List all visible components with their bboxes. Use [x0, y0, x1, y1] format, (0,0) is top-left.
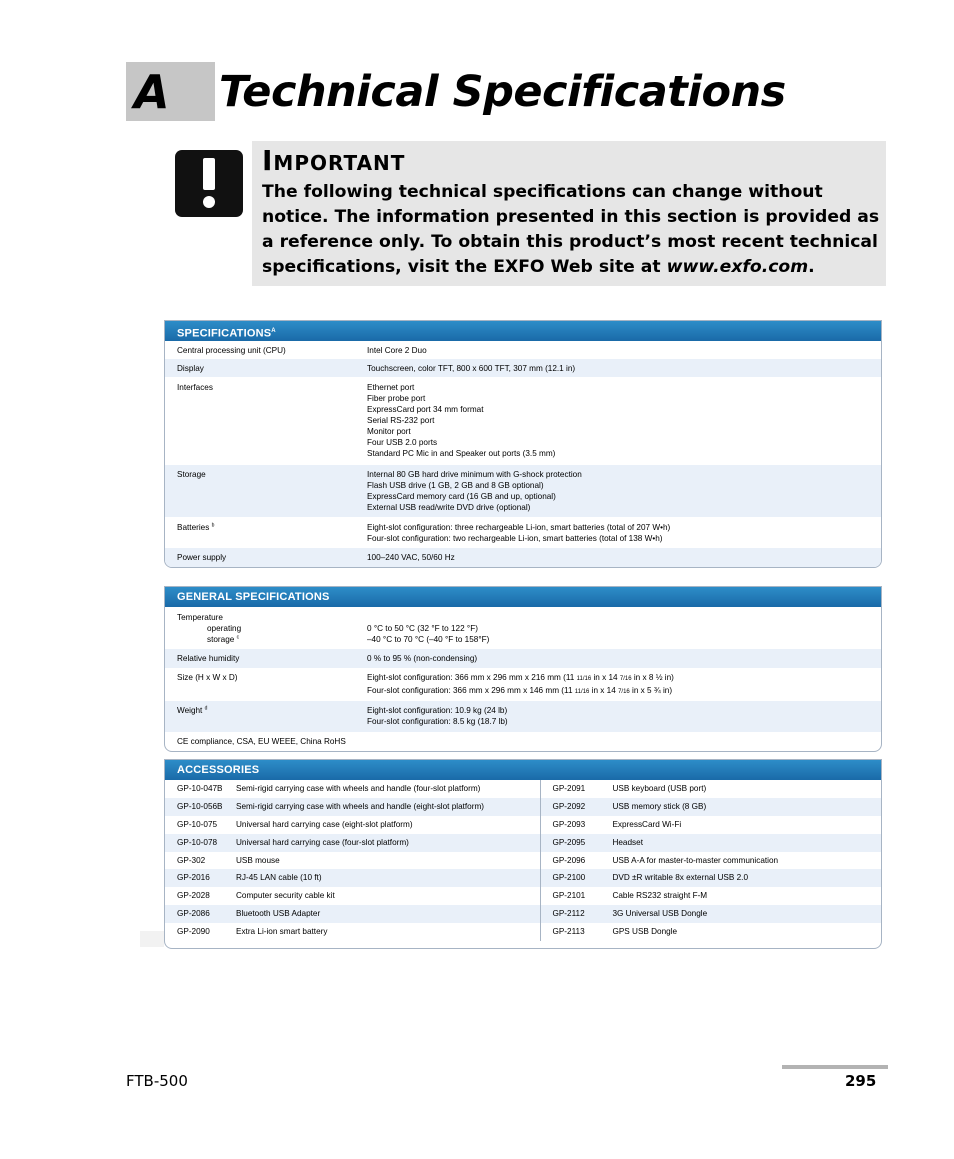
spec-row-display: Display Touchscreen, color TFT, 800 x 600 TFT, 307 mm (12.1 in) — [165, 359, 881, 377]
accessory-row: GP-10-078 Universal hard carrying case (four-slot platform) — [165, 834, 540, 852]
spec-row-cpu: Central processing unit (CPU) Intel Core 2 Duo — [177, 346, 427, 355]
general-row-humidity: Relative humidity 0 % to 95 % (non-condensing) — [165, 649, 881, 668]
accessories-table — [164, 759, 882, 949]
accessories-left-column — [165, 780, 540, 941]
accessory-row: GP-2090 Extra Li-ion smart battery — [177, 927, 328, 937]
specifications-table — [164, 320, 882, 568]
general-specifications-table — [164, 586, 882, 752]
accessory-row: GP-2096 USB A-A for master-to-master communication — [552, 855, 779, 865]
footer-rule — [782, 1065, 888, 1069]
page-number: 295 — [845, 1072, 877, 1090]
specifications-header: $SPECIFICATIONS^A$ — [165, 321, 881, 341]
spec-row-interfaces: Interfaces Ethernet port Fiber probe port ExpressCard port 34 mm format Serial RS-232 port Monitor port Four USB 2.0 ports Standard PC Mic in and Speaker out ports (3.5 mm) — [177, 383, 556, 458]
accessory-row: GP-2086 Bluetooth USB Adapter — [165, 905, 540, 923]
accessory-row: GP-2101 Cable RS232 straight F-M — [552, 891, 708, 901]
chapter-letter: A — [134, 65, 170, 119]
footer-product-name: FTB-500 — [126, 1072, 188, 1090]
accessory-row: GP-2016 RJ-45 LAN cable (10 ft) — [165, 869, 540, 887]
spec-row-power-supply: Power supply 100–240 VAC, 50/60 Hz — [165, 548, 881, 567]
accessory-row: GP-2113 GPS USB Dongle — [552, 927, 678, 937]
important-notice-text: The following technical specifications can change without notice. The information presented in this section is provided as a reference only. To obtain this product’s most recent technical specifications, visit the EXFO Web site at www.exfo.com. — [262, 182, 880, 277]
accessory-row: GP-2093 ExpressCard Wi-Fi — [552, 819, 682, 829]
general-specifications-header: GENERAL SPECIFICATIONS — [165, 587, 881, 607]
accessory-row: GP-10-047B Semi-rigid carrying case with wheels and handle (four-slot platform) — [177, 784, 481, 793]
chapter-title: Technical Specifications — [219, 67, 786, 117]
accessories-header: ACCESSORIES — [165, 760, 881, 780]
accessory-row: GP-2091 USB keyboard (USB port) — [552, 784, 707, 793]
general-row-weight: Weight $^d$ Eight-slot configuration: 10.9 kg (24 lb) Four-slot configuration: 8.5 kg (18.7 lb) — [165, 701, 881, 732]
accessory-row: GP-2092 USB memory stick (8 GB) — [541, 798, 881, 816]
exfo-website-link[interactable]: www.exfo.com — [666, 257, 809, 277]
spec-row-storage: Storage Internal 80 GB hard drive minimum with G-shock protection Flash USB drive (1 GB, 2 GB and 8 GB optional) ExpressCard memory card (16 GB and up, optional) External USB read/write DVD drive (optional) — [165, 465, 881, 517]
page-shadow — [140, 931, 164, 947]
spec-row-batteries: Batteries $^b$ Eight-slot configuration: three rechargeable Li-ion, smart batteries (total of 207 W•h) Four-slot configuration: two rechargeable Li-ion, smart batteries (total of 138 W•h) — [177, 522, 671, 543]
accessory-row: GP-2100 DVD ±R writable 8x external USB 2.0 — [541, 869, 881, 887]
exclamation-icon — [175, 150, 243, 217]
accessory-row: GP-2028 Computer security cable kit — [177, 891, 335, 901]
general-row-compliance: CE compliance, CSA, EU WEEE, China RoHS — [177, 737, 346, 746]
accessory-row: GP-2112 3G Universal USB Dongle — [541, 905, 881, 923]
accessory-row: GP-10-056B Semi-rigid carrying case with wheels and handle (eight-slot platform) — [165, 798, 540, 816]
accessory-row: GP-2095 Headset — [541, 834, 881, 852]
accessory-row: GP-302 USB mouse — [177, 855, 280, 865]
accessories-right-column — [540, 780, 881, 941]
general-row-temperature: Temperature operating storage $^c$ 0 °C to 50 °C (32 °F to 122 °F) –40 °C to 70 °C (–40 °F to 158°F) — [177, 613, 490, 644]
accessory-row: GP-10-075 Universal hard carrying case (eight-slot platform) — [177, 819, 413, 829]
important-heading: Important — [262, 144, 406, 177]
general-row-size: Size (H x W x D) Eight-slot configuration: 366 mm x 296 mm x 216 mm (11 11/16 in x 14 7/16 in x 8 ½ in) Four-slot configuration: 366 mm x 296 mm x 146 mm (11 11/16 in x 14 7/16 in x 5 ¾ in) — [177, 673, 674, 695]
